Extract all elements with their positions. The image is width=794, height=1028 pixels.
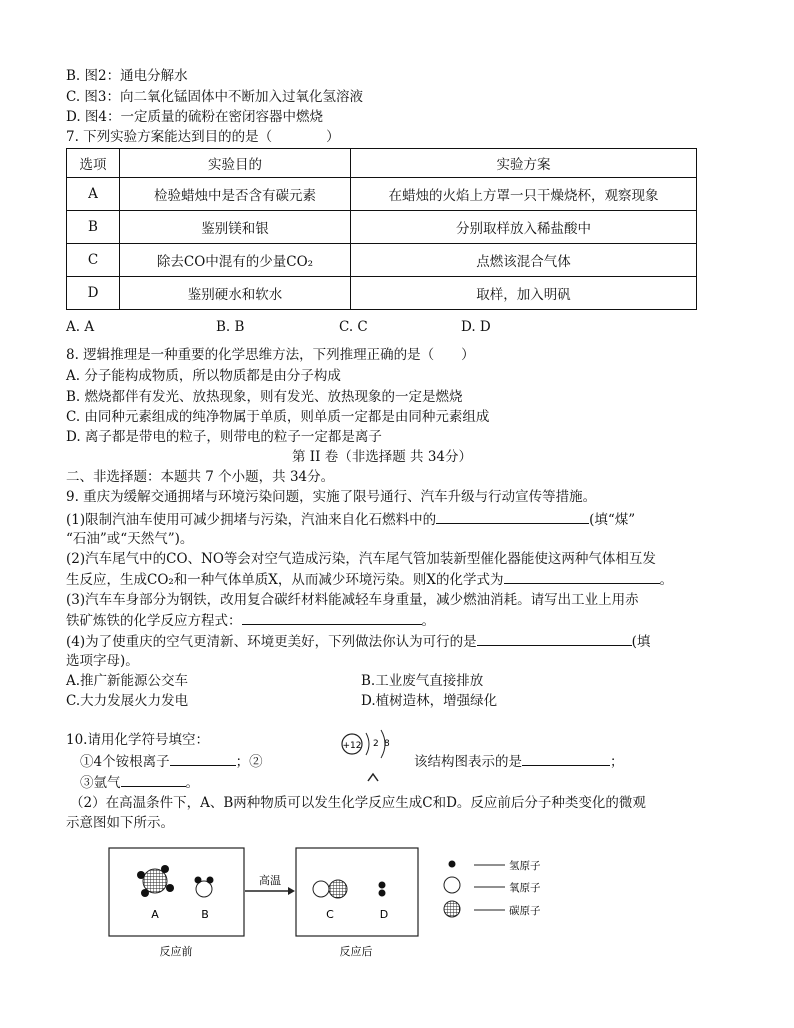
row-purpose: 检验蜡烛中是否含有碳元素 [120,178,351,211]
nucleus-circle [342,734,362,754]
arrow-head [288,887,295,895]
nucleus-charge: +12 [342,741,362,751]
after-caption: 反应后 [339,945,373,958]
label-c: C [326,908,334,921]
hydrogen-atom [141,889,149,897]
legend-oxygen: 氧原子 [509,882,541,894]
section-desc: 二、非选择题：本题共 7 个小题，共 34分。 [66,469,335,485]
q9-option-d: D.植树造林，增强绿化 [361,693,498,709]
label-b: B [201,908,209,921]
q9-part2-line1: (2)汽车尾气中的CO、NO等会对空气造成污染，汽车尾气管加装新型催化器能使这两种气体相互发 [66,551,656,567]
hydrogen-atom [166,884,174,892]
q7-choice-c: C. C [339,319,368,335]
q9-part1-line2: “石油”或“天然气”)。 [66,531,194,547]
q8-option-d: D. 离子都是带电的粒子，则带电的粒子一定都是离子 [66,429,382,445]
answer-blank[interactable] [170,752,236,766]
table-row [67,211,697,244]
shell-2-electrons: 8 [384,739,390,749]
hydrogen-atom [379,882,386,889]
q9-stem: 9. 重庆为缓解交通拥堵与环境污染问题，实施了限号通行、汽车升级与行动宣传等措施。 [66,489,597,505]
q6-option-c: C. 图3：向二氧化锰固体中不断加入过氧化氢溶液 [66,89,364,105]
q9-part2-line2: 生反应，生成CO₂和一种气体单质X，从而减少环境污染。则X的化学式为 。 [66,572,674,588]
q10-part2-line2: 示意图如下所示。 [66,815,174,831]
carbon-atom [329,880,347,898]
answer-blank[interactable] [477,632,632,646]
row-option: B [67,211,120,244]
table-row [67,178,697,211]
row-purpose: 鉴别镁和银 [120,211,351,244]
q6-option-d: D. 图4：一定质量的硫粉在密闭容器中燃烧 [66,109,324,125]
q7-table [66,148,697,310]
oxygen-atom [196,881,212,897]
header-option: 选项 [67,149,120,178]
header-plan: 实验方案 [351,149,697,178]
hydrogen-atom [195,877,202,884]
legend-hydrogen: 氢原子 [509,860,541,872]
q8-option-a: A. 分子能构成物质，所以物质都是由分子构成 [66,368,341,384]
q10-line1-left: ①4个铵根离子 ；② [80,754,263,770]
q7-choice-d: D. D [461,319,491,335]
q6-option-b: B. 图2：通电分解水 [66,68,188,84]
q8-question: 8. 逻辑推理是一种重要的化学思维方法，下列推理正确的是（ ） [66,347,475,363]
table-row [67,244,697,277]
q10-line2: ③氩气 。 [80,775,199,791]
legend-oxygen-symbol [444,877,460,893]
table-row [67,277,697,310]
q9-part3-line2: 铁矿炼铁的化学反应方程式： 。 [66,613,435,629]
q9-option-a: A.推广新能源公交车 [66,673,189,689]
q9-option-c: C.大力发展火力发电 [66,693,189,709]
row-option: C [67,244,120,277]
row-plan: 分别取样放入稀盐酸中 [351,211,697,244]
row-option: D [67,277,120,310]
before-box [109,848,244,936]
oxygen-atom [313,881,329,897]
q10-line1-right: 该结构图表示的是 ； [414,754,624,770]
answer-blank[interactable] [242,611,422,625]
answer-blank[interactable] [121,773,186,787]
q8-option-b: B. 燃烧都伴有发光、放热现象，则有发光、放热现象的一定是燃烧 [66,389,463,405]
q7-choice-b: B. B [216,319,245,335]
q9-part4-line2: 选项字母)。 [66,653,139,669]
section-title: 第 II 卷（非选择题 共 34分） [292,449,473,465]
row-purpose: 鉴别硬水和软水 [120,277,351,310]
table-header-row [67,149,697,178]
row-plan: 在蜡烛的火焰上方罩一只干燥烧杯，观察现象 [351,178,697,211]
q9-part3-line1: (3)汽车车身部分为钢铁，改用复合碳纤材料能减轻车身重量，减少燃油消耗。请写出工业上用赤 [66,592,639,608]
hydrogen-atom [137,871,145,879]
shell-arc-1 [366,733,369,755]
legend-hydrogen-symbol [449,861,456,868]
label-d: D [379,908,389,921]
q7-choice-a: A. A [66,319,95,335]
row-purpose: 除去CO中混有的少量CO₂ [120,244,351,277]
row-option: A [67,178,120,211]
q9-part1-line1: (1)限制汽油车使用可减少拥堵与污染，汽油来自化石燃料中的 (填“煤” [66,512,636,528]
row-plan: 取样，加入明矾 [351,277,697,310]
q9-part4-line1: (4)为了使重庆的空气更清新、环境更美好，下列做法你认为可行的是 (填 [66,634,651,650]
shell-1-electrons: 2 [373,739,379,749]
shell-arc-2 [381,730,385,758]
label-a: A [151,908,159,921]
caret-mark [368,774,378,781]
legend-carbon: 碳原子 [509,905,541,917]
q9-option-b: B.工业废气直接排放 [361,673,484,689]
answer-blank[interactable] [436,510,589,524]
after-box [296,848,418,936]
hydrogen-atom [161,865,169,873]
answer-blank[interactable] [504,570,660,584]
q7-question: 7. 下列实验方案能达到目的的是（ ） [66,129,340,145]
legend-carbon-symbol [444,901,460,917]
before-caption: 反应前 [159,945,193,958]
q10-part2-line1: （2）在高温条件下，A、B两种物质可以发生化学反应生成C和D。反应前后分子种类变化的微观 [70,795,646,811]
q8-option-c: C. 由同种元素组成的纯净物属于单质，则单质一定都是由同种元素组成 [66,409,490,425]
answer-blank[interactable] [522,752,610,766]
reaction-condition: 高温 [259,874,281,887]
carbon-atom [143,869,167,893]
row-plan: 点燃该混合气体 [351,244,697,277]
header-purpose: 实验目的 [120,149,351,178]
q10-title: 10.请用化学符号填空： [66,732,209,748]
hydrogen-atom [207,877,214,884]
hydrogen-atom [379,890,386,897]
